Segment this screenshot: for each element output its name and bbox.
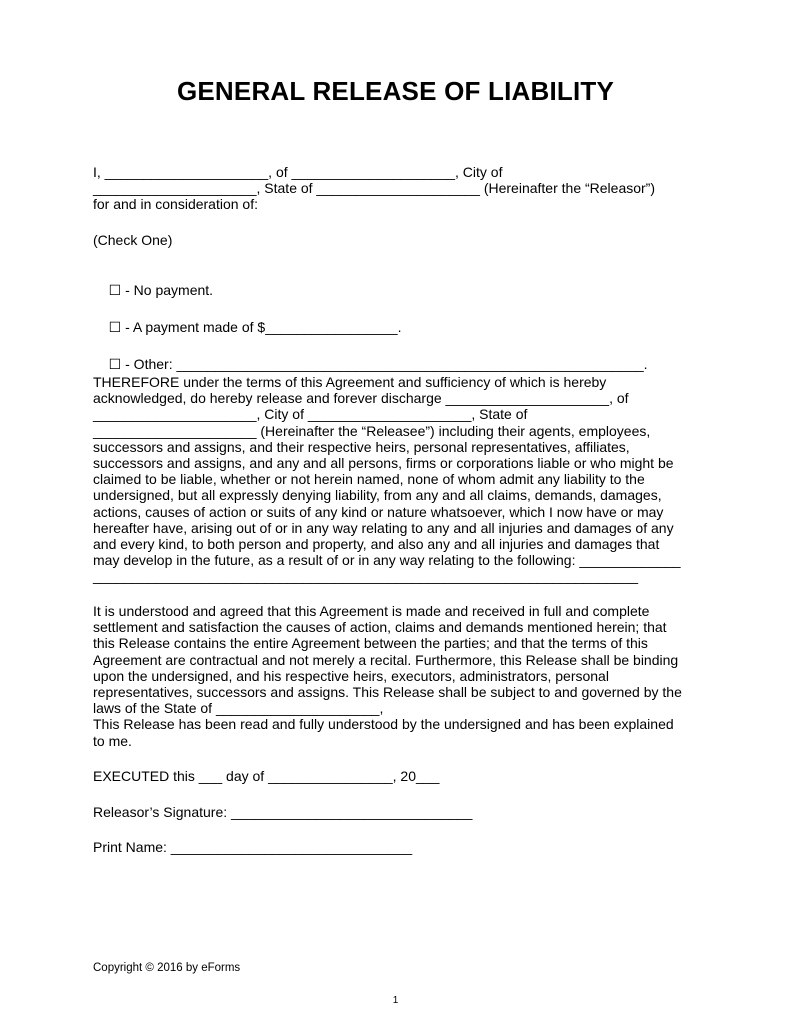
therefore-paragraph: THEREFORE under the terms of this Agreement and sufficiency of which is hereby acknowledged, do hereby release and forever discharge _____________________, of _____________________, City of _____________________, State of _____________________ (Hereinafter the “Releasee”) including their agents, employees, successors and assigns, and their respective heirs, personal representatives, affiliates, successors and assigns, and any and all persons, firms or corporations liable or who might be claimed to be liable, whether or not herein named, none of whom admit any liability to the undersigned, but all expressly denying liability, from any and all claims, demands, damages, actions, causes of action or suits of any kind or nature whatsoever, which I now have or may hereafter have, arising out of or in any way relating to any and all injuries and damages of any and every kind, to both person and property, and also any and all injuries and damages that may develop in the future, as a result of or in any way relating to the following: _____________ ______________________________________________________________________ — [93, 374, 681, 585]
releasor-signature-line: Releasor’s Signature: _______________________________ — [93, 804, 473, 820]
option-no-payment-label: - No payment. — [125, 282, 214, 298]
document-title: GENERAL RELEASE OF LIABILITY — [176, 76, 615, 106]
option-payment-label: - A payment made of $_________________. — [125, 319, 402, 335]
checkbox-other[interactable]: ☐ — [108, 356, 122, 372]
check-one-label: (Check One) — [93, 232, 173, 248]
checkbox-payment[interactable]: ☐ — [108, 319, 122, 335]
option-other-label: - Other: ____________________________________________________________. — [125, 356, 648, 372]
understood-paragraph: It is understood and agreed that this Agreement is made and received in full and complete settlement and satisfaction the causes of action, claims and demands mentioned herein; that this Release contains the entire Agreement between the parties; and that the terms of this Agreement are contractual and not merely a recital. Furthermore, this Release shall be binding upon the undersigned, and his respective heirs, executors, administrators, personal representatives, successors and assigns. This Release shall be subject to and governed by the laws of the State of _____________________, This Release has been read and fully understood by the undersigned and has been explained to me. — [93, 603, 682, 749]
copyright-footer: Copyright © 2016 by eForms — [93, 962, 241, 974]
releasor-intro-paragraph: I, _____________________, of _____________________, City of _____________________, State of _____________________ (Hereinafter the “Releasor”) for and in consideration of: — [93, 164, 656, 213]
checkbox-no-payment[interactable]: ☐ — [108, 282, 122, 298]
print-name-line: Print Name: _______________________________ — [93, 839, 413, 855]
page-number: 1 — [392, 995, 399, 1006]
executed-line: EXECUTED this ___ day of ________________, 20___ — [93, 768, 440, 784]
